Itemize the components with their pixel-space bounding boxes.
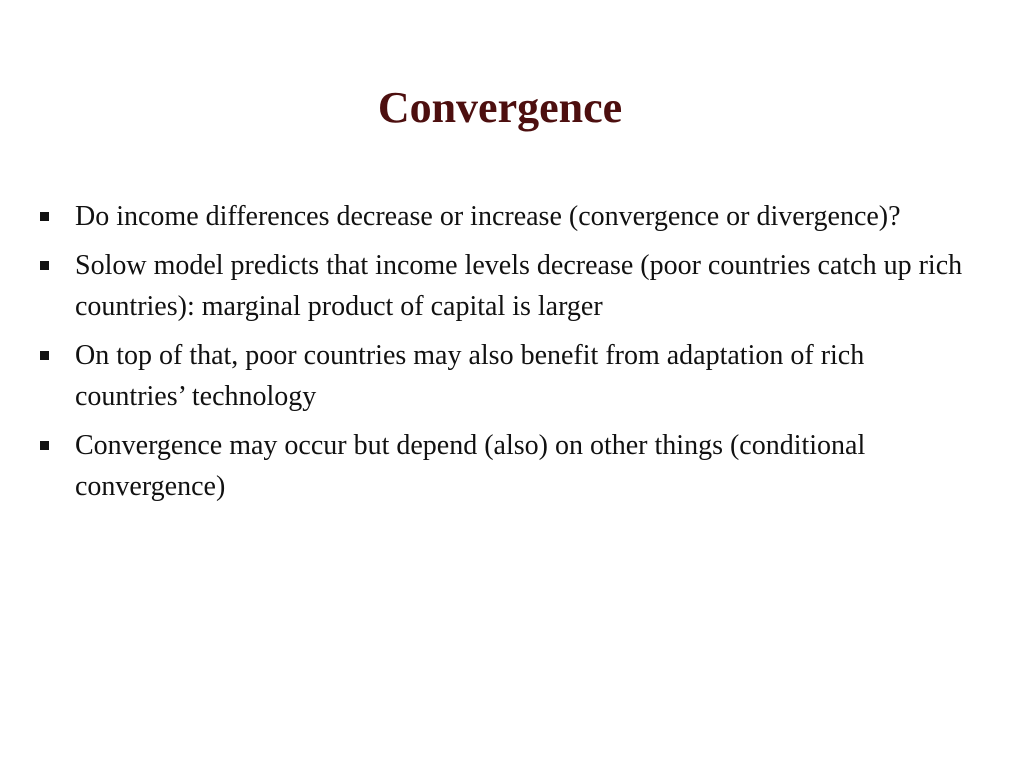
bullet-text: Convergence may occur but depend (also) on other things (conditional convergence) [75, 430, 866, 502]
bullet-item [38, 196, 968, 237]
square-bullet-icon [40, 212, 49, 221]
bullet-list [38, 196, 968, 515]
bullet-item [38, 335, 968, 417]
bullet-text: On top of that, poor countries may also benefit from adaptation of rich countries’ technology [75, 340, 865, 412]
bullet-text: Do income differences decrease or increase (convergence or divergence)? [75, 201, 901, 232]
bullet-item [38, 245, 968, 327]
bullet-text: Solow model predicts that income levels decrease (poor countries catch up rich countries): marginal product of capital is larger [75, 250, 963, 322]
square-bullet-icon [40, 351, 49, 360]
bullet-item [38, 425, 968, 507]
square-bullet-icon [40, 261, 49, 270]
slide-title: Convergence [377, 83, 623, 132]
square-bullet-icon [40, 441, 49, 450]
